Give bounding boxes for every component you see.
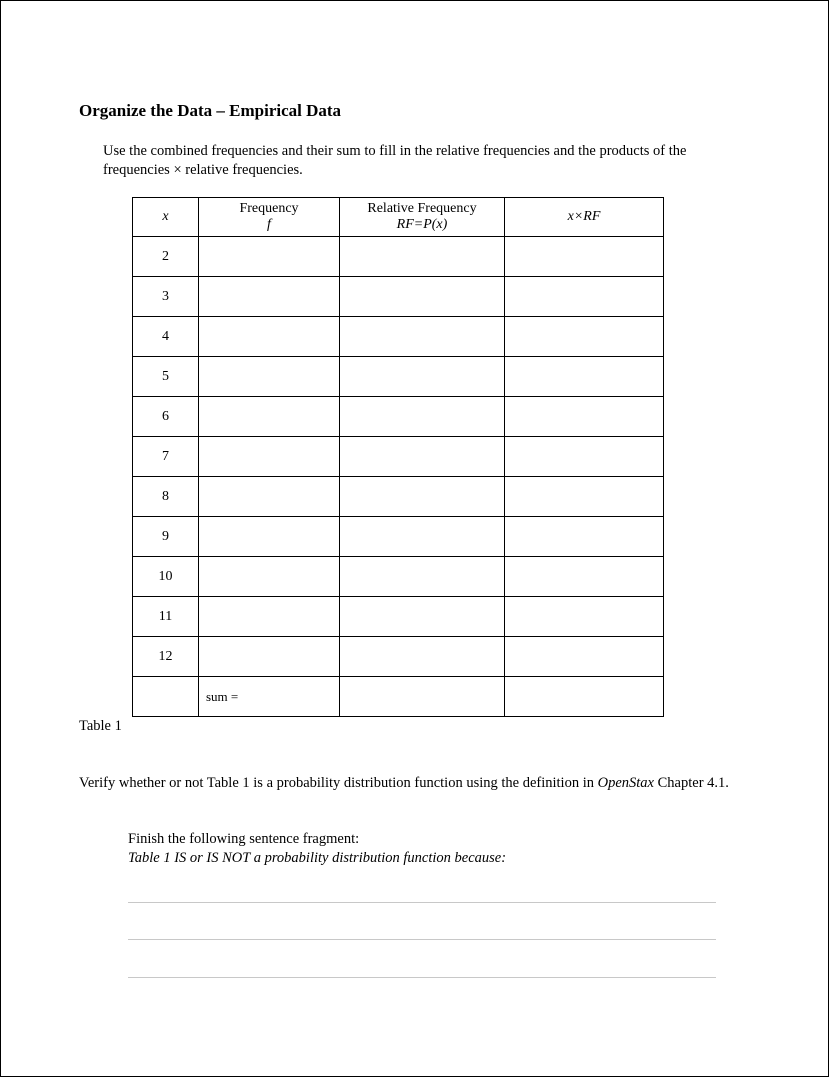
header-frequency <box>199 198 340 237</box>
product-cell[interactable] <box>505 357 664 397</box>
header-relative-frequency-label: Relative Frequency <box>367 201 477 216</box>
product-cell[interactable] <box>505 237 664 277</box>
frequency-cell[interactable] <box>199 277 340 317</box>
frequency-cell[interactable] <box>199 597 340 637</box>
x-value-cell: 3 <box>133 277 199 317</box>
frequency-cell[interactable] <box>199 237 340 277</box>
instructions-text: Use the combined frequencies and their sum to fill in the relative frequencies and the products of the frequencies × relative frequencies. <box>103 143 687 178</box>
product-cell[interactable] <box>505 437 664 477</box>
frequency-cell[interactable] <box>199 397 340 437</box>
fragment-instruction: Finish the following sentence fragment: <box>128 831 360 847</box>
relative-frequency-cell[interactable] <box>340 277 505 317</box>
table-row <box>133 597 664 637</box>
answer-line[interactable] <box>128 977 716 978</box>
sum-label: sum = <box>199 677 340 717</box>
table-row <box>133 357 664 397</box>
x-value-cell: 7 <box>133 437 199 477</box>
table-caption: Table 1 <box>79 718 122 734</box>
product-cell[interactable] <box>505 317 664 357</box>
table-row <box>133 317 664 357</box>
relative-frequency-cell[interactable] <box>340 637 505 677</box>
header-x: x <box>133 198 199 237</box>
frequency-cell[interactable] <box>199 437 340 477</box>
answer-line[interactable] <box>128 902 716 903</box>
relative-frequency-cell[interactable] <box>340 317 505 357</box>
frequency-cell[interactable] <box>199 357 340 397</box>
table-body <box>133 237 664 677</box>
x-value-cell: 4 <box>133 317 199 357</box>
header-frequency-symbol: f <box>267 217 271 232</box>
relative-frequency-cell[interactable] <box>340 397 505 437</box>
relative-frequency-cell[interactable] <box>340 517 505 557</box>
product-cell[interactable] <box>505 637 664 677</box>
verify-suffix: Chapter 4.1. <box>654 775 729 791</box>
fragment-sentence: Table 1 IS or IS NOT a probability distribution function because: <box>128 850 507 866</box>
frequency-cell[interactable] <box>199 477 340 517</box>
relative-frequency-cell[interactable] <box>340 237 505 277</box>
header-relative-frequency <box>340 198 505 237</box>
table-row <box>133 517 664 557</box>
table-row <box>133 637 664 677</box>
frequency-cell[interactable] <box>199 637 340 677</box>
verify-source: OpenStax <box>597 775 654 791</box>
table-row <box>133 277 664 317</box>
relative-frequency-cell[interactable] <box>340 357 505 397</box>
section-heading: Organize the Data – Empirical Data <box>79 101 342 120</box>
table-row <box>133 477 664 517</box>
x-value-cell: 6 <box>133 397 199 437</box>
table-row <box>133 237 664 277</box>
product-cell[interactable] <box>505 517 664 557</box>
frequency-cell[interactable] <box>199 517 340 557</box>
x-value-cell: 8 <box>133 477 199 517</box>
verify-prefix: Verify whether or not Table 1 is a probability distribution function using the definition in <box>79 775 598 791</box>
sum-product-cell[interactable] <box>505 677 664 717</box>
header-product: x×RF <box>505 198 664 237</box>
relative-frequency-cell[interactable] <box>340 557 505 597</box>
table-row <box>133 557 664 597</box>
product-cell[interactable] <box>505 277 664 317</box>
product-cell[interactable] <box>505 477 664 517</box>
table-header-row <box>133 198 664 237</box>
sentence-fragment-block <box>128 830 748 868</box>
sum-relative-frequency-cell[interactable] <box>340 677 505 717</box>
product-cell[interactable] <box>505 597 664 637</box>
table-row <box>133 437 664 477</box>
x-value-cell: 10 <box>133 557 199 597</box>
relative-frequency-cell[interactable] <box>340 437 505 477</box>
header-frequency-label: Frequency <box>239 201 299 216</box>
frequency-table <box>132 197 664 717</box>
x-value-cell: 2 <box>133 237 199 277</box>
x-value-cell: 9 <box>133 517 199 557</box>
product-cell[interactable] <box>505 557 664 597</box>
relative-frequency-cell[interactable] <box>340 597 505 637</box>
x-value-cell: 12 <box>133 637 199 677</box>
table-row <box>133 397 664 437</box>
answer-line[interactable] <box>128 939 716 940</box>
product-cell[interactable] <box>505 397 664 437</box>
x-value-cell: 11 <box>133 597 199 637</box>
relative-frequency-cell[interactable] <box>340 477 505 517</box>
verify-paragraph <box>79 774 759 793</box>
frequency-cell[interactable] <box>199 317 340 357</box>
sum-empty-cell[interactable] <box>133 677 199 717</box>
header-relative-frequency-formula: RF=P(x) <box>396 217 448 232</box>
frequency-cell[interactable] <box>199 557 340 597</box>
table-sum-row <box>133 677 664 717</box>
x-value-cell: 5 <box>133 357 199 397</box>
